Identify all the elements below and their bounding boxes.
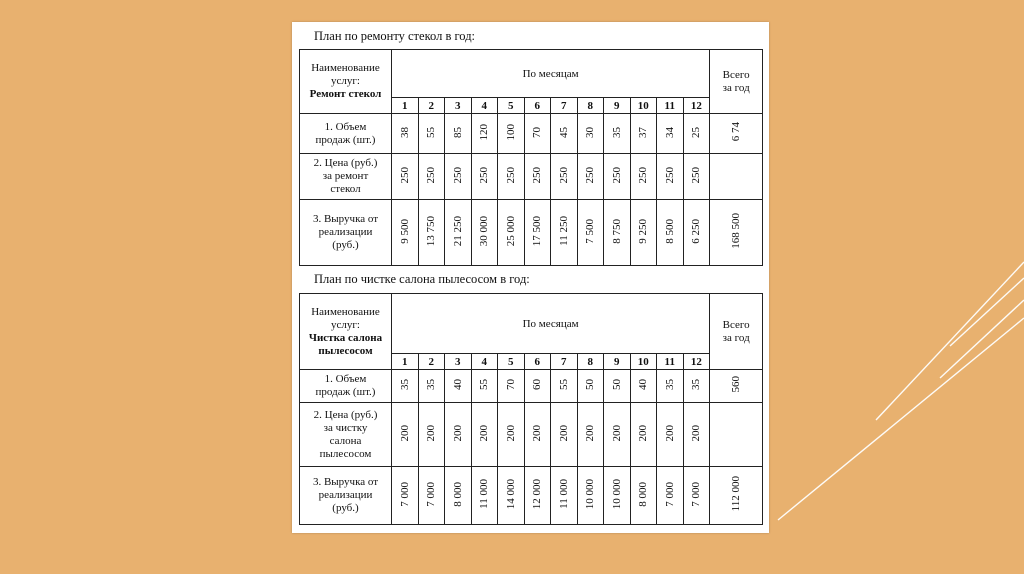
table-cell: 40 (445, 370, 472, 403)
month-number: 7 (551, 98, 578, 114)
table-cell: 100 (498, 114, 525, 154)
service-name-header: Наименование услуг: Чистка салона пылесосом (300, 294, 392, 370)
table-cell: 250 (630, 154, 657, 200)
month-number: 8 (577, 98, 604, 114)
month-number: 9 (604, 354, 631, 370)
table-cell: 13 750 (418, 200, 445, 266)
table-cell: 250 (551, 154, 578, 200)
table-cell: 10 000 (577, 467, 604, 525)
table-cell: 11 000 (551, 467, 578, 525)
table-cell: 8 000 (630, 467, 657, 525)
table-cell: 35 (392, 370, 419, 403)
table-cell: 55 (551, 370, 578, 403)
table-cell: 30 (577, 114, 604, 154)
table-cell: 8 000 (445, 467, 472, 525)
table-cell: 70 (524, 114, 551, 154)
table-cell: 200 (657, 403, 684, 467)
table-cell: 45 (551, 114, 578, 154)
table-cell: 250 (577, 154, 604, 200)
table-cell: 25 (683, 114, 710, 154)
table-cell: 35 (683, 370, 710, 403)
month-number: 2 (418, 354, 445, 370)
row-label: 3. Выручка от реализации (руб.) (300, 467, 392, 525)
table-cell: 21 250 (445, 200, 472, 266)
month-number: 4 (471, 98, 498, 114)
year-total-cell (710, 154, 763, 200)
row-label: 1. Объем продаж (шт.) (300, 114, 392, 154)
table-cell: 12 000 (524, 467, 551, 525)
month-number: 10 (630, 98, 657, 114)
table-cell: 60 (524, 370, 551, 403)
table-cell: 9 250 (630, 200, 657, 266)
table-cell: 34 (657, 114, 684, 154)
table-cell: 200 (498, 403, 525, 467)
month-number: 10 (630, 354, 657, 370)
service-name-header: Наименование услуг: Ремонт стекол (300, 50, 392, 114)
year-total-cell: 112 000 (710, 467, 763, 525)
table-cell: 10 000 (604, 467, 631, 525)
month-number: 12 (683, 98, 710, 114)
month-number: 11 (657, 354, 684, 370)
table-cell: 30 000 (471, 200, 498, 266)
table-cell: 200 (471, 403, 498, 467)
document-page (292, 22, 769, 533)
table-cell: 250 (683, 154, 710, 200)
table-cell: 40 (630, 370, 657, 403)
month-number: 4 (471, 354, 498, 370)
table-cell: 7 000 (657, 467, 684, 525)
table-cell: 250 (524, 154, 551, 200)
year-total-header: Всего за год (710, 294, 763, 370)
vacuum-cleaning-plan-table (299, 293, 763, 525)
month-number: 5 (498, 98, 525, 114)
row-label: 3. Выручка от реализации (руб.) (300, 200, 392, 266)
table-cell: 37 (630, 114, 657, 154)
table-cell: 200 (524, 403, 551, 467)
year-total-cell: 6 74 (710, 114, 763, 154)
month-number: 8 (577, 354, 604, 370)
table-cell: 250 (498, 154, 525, 200)
table-cell: 200 (604, 403, 631, 467)
table-cell: 250 (392, 154, 419, 200)
table-cell: 250 (604, 154, 631, 200)
month-number: 5 (498, 354, 525, 370)
table-cell: 7 500 (577, 200, 604, 266)
table-cell: 9 500 (392, 200, 419, 266)
table-cell: 120 (471, 114, 498, 154)
table-cell: 25 000 (498, 200, 525, 266)
table-cell: 7 000 (683, 467, 710, 525)
row-label: 2. Цена (руб.) за чистку салона пылесосом (300, 403, 392, 467)
year-total-cell: 168 500 (710, 200, 763, 266)
month-number: 3 (445, 354, 472, 370)
table-cell: 7 000 (392, 467, 419, 525)
month-number: 1 (392, 354, 419, 370)
month-number: 6 (524, 98, 551, 114)
table2-caption: План по чистке салона пылесосом в год: (314, 272, 530, 286)
table-cell: 250 (657, 154, 684, 200)
table-cell: 250 (445, 154, 472, 200)
table-cell: 250 (471, 154, 498, 200)
table-cell: 200 (683, 403, 710, 467)
month-number: 2 (418, 98, 445, 114)
month-number: 11 (657, 98, 684, 114)
table-cell: 8 500 (657, 200, 684, 266)
month-number: 6 (524, 354, 551, 370)
table-row (300, 467, 763, 525)
month-number: 3 (445, 98, 472, 114)
table-cell: 200 (445, 403, 472, 467)
table-cell: 17 500 (524, 200, 551, 266)
table-cell: 14 000 (498, 467, 525, 525)
table-cell: 50 (604, 370, 631, 403)
table-row (300, 114, 763, 154)
table-cell: 11 000 (471, 467, 498, 525)
table-cell: 35 (604, 114, 631, 154)
table-cell: 200 (577, 403, 604, 467)
table-cell: 38 (392, 114, 419, 154)
table-cell: 200 (630, 403, 657, 467)
month-number: 1 (392, 98, 419, 114)
row-label: 2. Цена (руб.) за ремонт стекол (300, 154, 392, 200)
table-cell: 55 (418, 114, 445, 154)
row-label: 1. Объем продаж (шт.) (300, 370, 392, 403)
table1-caption: План по ремонту стекол в год: (314, 29, 476, 43)
table-cell: 55 (471, 370, 498, 403)
table-row (300, 370, 763, 403)
table-cell: 250 (418, 154, 445, 200)
month-number: 12 (683, 354, 710, 370)
table-cell: 35 (657, 370, 684, 403)
table-cell: 70 (498, 370, 525, 403)
table-cell: 200 (418, 403, 445, 467)
table-cell: 200 (392, 403, 419, 467)
months-header: По месяцам (392, 50, 710, 98)
table-cell: 85 (445, 114, 472, 154)
year-total-header: Всего за год (710, 50, 763, 114)
table-cell: 50 (577, 370, 604, 403)
table-cell: 200 (551, 403, 578, 467)
table-row (300, 154, 763, 200)
table-cell: 7 000 (418, 467, 445, 525)
table-row (300, 200, 763, 266)
table-row (300, 403, 763, 467)
table-cell: 35 (418, 370, 445, 403)
table-cell: 11 250 (551, 200, 578, 266)
glass-repair-plan-table (299, 49, 763, 266)
table-cell: 8 750 (604, 200, 631, 266)
year-total-cell: 560 (710, 370, 763, 403)
month-number: 7 (551, 354, 578, 370)
month-number: 9 (604, 98, 631, 114)
table-cell: 6 250 (683, 200, 710, 266)
year-total-cell (710, 403, 763, 467)
months-header: По месяцам (392, 294, 710, 354)
